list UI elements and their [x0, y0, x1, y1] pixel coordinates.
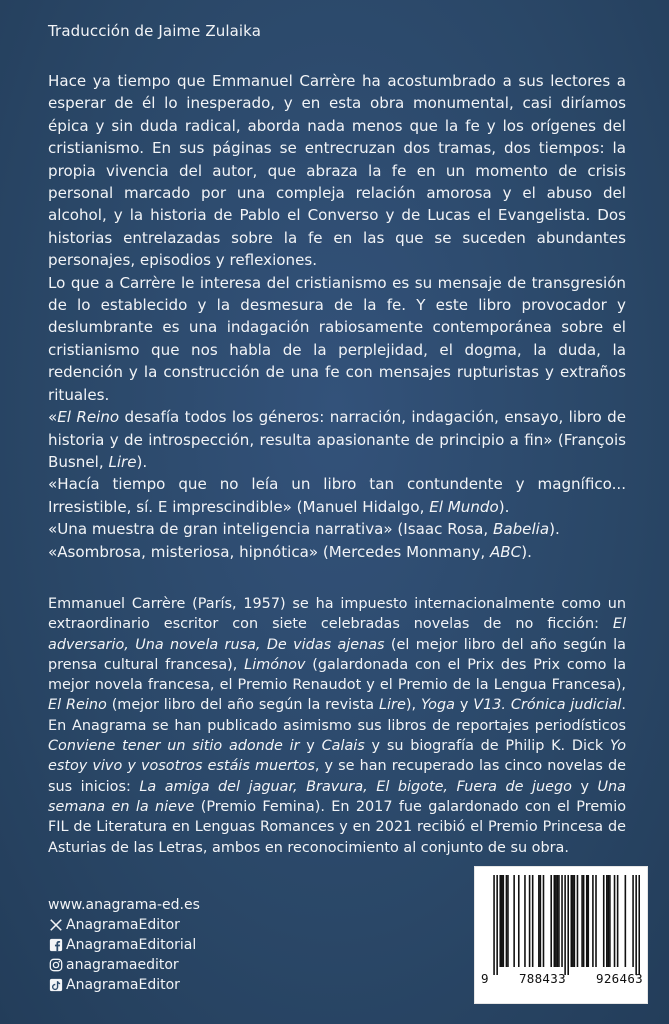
barcode-bar [506, 875, 508, 967]
barcode-bar [557, 875, 559, 967]
barcode-bar [595, 875, 597, 967]
barcode-bar [635, 875, 637, 975]
blurb-paragraph-1: Hace ya tiempo que Emmanuel Carrère ha acostumbrado a sus lectores a esperar de él lo inesperado, y en esta obra monumental, casi diríamos épica y sin duda radical, aborda nada menos que la fe y los orígenes del cristianismo. En sus páginas se entrecruzan dos tramas, dos tiempos: la propia vivencia del autor, que abraza la fe en un momento de crisis personal marcado por una compleja relación amorosa y el abuso del alcohol, y la historia de Pablo el Converso y de Lucas el Evangelista. Dos historias entrelazadas sobre la fe en las que se suceden abundantes personajes, episodios y reflexiones. [48, 72, 626, 270]
barcode-bar [507, 875, 509, 967]
barcode-bar [614, 875, 616, 967]
isbn-number [481, 971, 643, 986]
instagram-handle: anagramaeditor [66, 957, 179, 973]
barcode-bar [543, 875, 545, 967]
barcode-bar [571, 875, 573, 967]
barcode-bar [558, 875, 560, 967]
barcode-bar [550, 875, 552, 967]
translator-credit: Traducción de Jaime Zulaika [48, 22, 261, 40]
barcode-bar [532, 875, 534, 967]
facebook-handle: AnagramaEditorial [66, 937, 197, 953]
barcode-bar [583, 875, 585, 967]
barcode-bar [554, 875, 556, 967]
review-quote-1: «El Reino desafía todos los géneros: narración, indagación, ensayo, libro de historia y de introspección, resulta apasionante de principio a fin» (François Busnel, Lire). [48, 408, 626, 471]
author-biography: Emmanuel Carrère (París, 1957) se ha impuesto internacionalmente como un extraordinario escritor con siete celebradas novelas de no ficción: El adversario, Una novela rusa, De vidas ajenas (el mejor libro del año según la prensa cultural francesa), Limónov (galardonada con el Prix des Prix como la mejor novela francesa, el Premio Renaudot y el Premio de la Lengua Francesa), El Reino (mejor libro del año según la revista Lire), Yoga y V13. Crónica judicial. En Anagrama se han publicado asimismo sus libros de reportajes periodísticos Conviene tener un sitio adonde ir y Calais y su biografía de Philip K. Dick Yo estoy vivo y vosotros estáis muertos, y se han recuperado las cinco novelas de sus inicios: La amiga del jaguar, Bravura, El bigote, Fuera de juego y Una semana en la nieve (Premio Femina). En 2017 fue galardonado con el Premio FIL de Literatura en Lenguas Romances y en 2021 recibió el Premio Princesa de Asturias de las Letras, ambos en reconocimiento al conjunto de su obra. [48, 596, 627, 856]
barcode-bar [606, 875, 608, 967]
barcode-bar [499, 875, 501, 967]
barcode-bar [603, 875, 605, 967]
barcode-bar [586, 875, 588, 967]
x-link[interactable] [48, 915, 200, 935]
barcode-bar [561, 875, 563, 967]
review-quote-2: «Hacía tiempo que no leía un libro tan contundente y magnífico... Irresistible, sí. E imprescindible» (Manuel Hidalgo, El Mundo). [48, 475, 626, 516]
facebook-icon [48, 938, 63, 953]
x-handle: AnagramaEditor [66, 917, 180, 933]
barcode-bar [577, 875, 579, 967]
quote-source: Babelia [492, 520, 550, 539]
barcode-bar [518, 875, 520, 967]
back-cover-blurb [48, 70, 626, 563]
barcode-bar [503, 875, 505, 967]
barcode-bar [632, 875, 634, 967]
isbn-prefix-digit: 9 [481, 971, 489, 986]
barcode-bar [564, 875, 566, 975]
barcode-bar [574, 875, 576, 967]
tiktok-link[interactable] [48, 975, 200, 995]
barcode-bar [513, 875, 515, 967]
quote-source: El Mundo [429, 497, 499, 516]
barcode-bar [567, 875, 569, 975]
barcode-bar [555, 875, 557, 967]
facebook-link[interactable] [48, 935, 200, 955]
website-link[interactable] [48, 895, 200, 915]
quote-source: Lire [108, 452, 137, 471]
barcode-bar [608, 875, 610, 967]
barcode-bar [625, 875, 627, 967]
barcode-bar [538, 875, 540, 967]
isbn-left-group: 788433 [518, 971, 566, 986]
barcode-bar [524, 875, 526, 967]
x-icon [48, 918, 63, 933]
barcode-bar [592, 875, 594, 967]
barcode-bar [496, 875, 498, 975]
barcode-bar [540, 875, 542, 967]
barcode-bar [572, 875, 574, 967]
review-quote-3: «Una muestra de gran inteligencia narrativa» (Isaac Rosa, Babelia). [48, 520, 560, 539]
tiktok-icon [48, 978, 63, 993]
blurb-paragraph-2: Lo que a Carrère le interesa del cristianismo es su mensaje de transgresión de lo establecido y la desmesura de la fe. Y este libro provocador y deslumbrante es una indagación rabiosamente contemporánea sobre el cristianismo que nos habla de la perplejidad, el dogma, la duda, la redención y la construcción de una fe con mensajes rupturistas y extraños rituales. [48, 273, 626, 404]
barcode-bar [609, 875, 611, 967]
review-quote-4: «Asombrosa, misteriosa, hipnótica» (Mercedes Monmany, ABC). [48, 542, 532, 561]
instagram-link[interactable] [48, 955, 200, 975]
publisher-links [48, 895, 200, 995]
barcode-bar [581, 875, 583, 967]
website-url: www.anagrama-ed.es [48, 897, 200, 913]
barcode-bar [617, 875, 619, 967]
barcode-bar [501, 875, 503, 967]
instagram-icon [48, 958, 63, 973]
barcode-bar [587, 875, 589, 967]
barcode-bar [493, 875, 495, 975]
quote-book-title: El Reino [57, 408, 120, 427]
tiktok-handle: AnagramaEditor [66, 977, 180, 993]
barcode-bar [529, 875, 531, 967]
isbn-right-group: 926463 [596, 971, 643, 986]
barcode-bar [638, 875, 640, 975]
barcode-bars [484, 875, 640, 979]
quote-source: ABC [489, 542, 522, 561]
isbn-barcode [474, 866, 648, 1004]
